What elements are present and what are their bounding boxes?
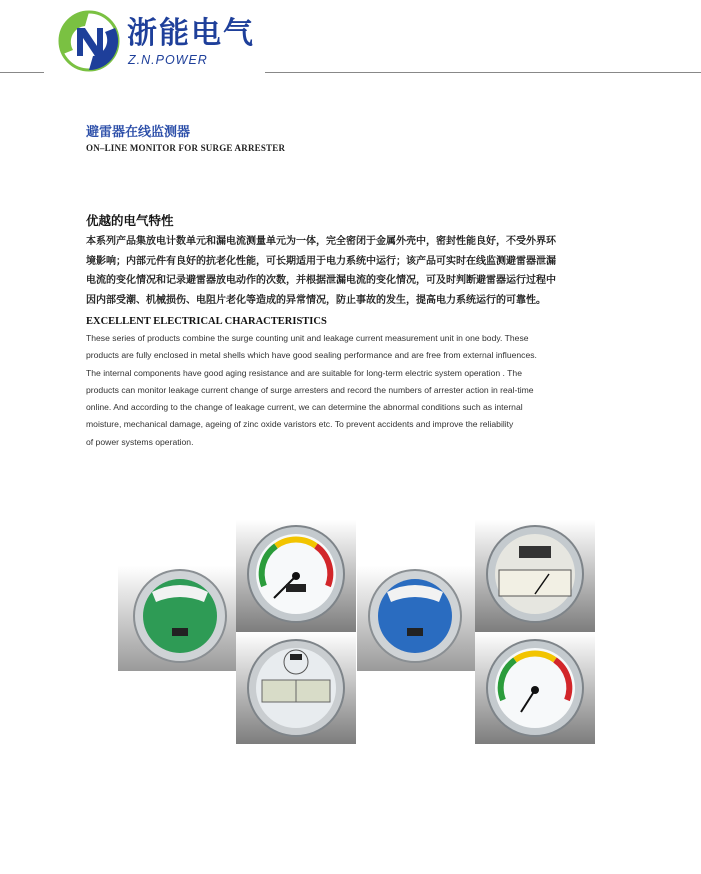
paragraph-line: The internal components have good aging resistance and are suitable for long-term electric system operation . The: [86, 367, 522, 378]
paragraph-line: products can monitor leakage current change of surge arresters and record the numbers of arrester action in real-time: [86, 384, 534, 395]
paragraph-line: These series of products combine the surge counting unit and leakage current measurement unit in one body. These: [86, 333, 529, 343]
paragraph-line: online. And according to the change of leakage current, we can determine the abnormal conditions such as internal: [86, 402, 523, 413]
header-divider-right: [265, 72, 701, 73]
brand-name-en: Z.N.POWER: [128, 53, 208, 67]
brand-name-cn: 浙能电气: [127, 16, 255, 51]
product-title-en: ON–LINE MONITOR FOR SURGE ARRESTER: [86, 143, 286, 153]
product-photo-blue-monitor: [357, 566, 475, 671]
company-logo: [55, 10, 125, 72]
paragraph-line: 电流的变化情况和记录避雷器放电动作的次数，并根据泄漏电流的变化情况，可及时判断避雷器运行过程中: [86, 275, 556, 286]
paragraph-line: moisture, mechanical damage, ageing of zinc oxide varistors etc. To prevent accidents and improve the reliability: [86, 419, 514, 430]
features-paragraph-en: [86, 330, 631, 451]
paragraph-line: products are fully enclosed in metal shells which have good sealing performance and are free from external influences.: [86, 350, 537, 361]
product-photo-dual-meter: [236, 632, 356, 744]
paragraph-line: of power systems operation.: [86, 436, 194, 447]
features-paragraph-cn: [86, 232, 631, 310]
features-heading-en: EXCELLENT ELECTRICAL CHARACTERISTICS: [86, 316, 327, 327]
header-divider-left: [0, 72, 44, 73]
product-title-cn: 避雷器在线监测器: [86, 125, 191, 140]
features-heading-cn: 优越的电气特性: [86, 213, 174, 228]
paragraph-line: 境影响；内部元件有良好的抗老化性能，可长期适用于电力系统中运行；该产品可实时在线监测避雷器泄漏: [86, 255, 556, 267]
product-photo-round-meter-2: [475, 632, 595, 744]
paragraph-line: 因内部受潮、机械损伤、电阻片老化等造成的异常情况，防止事故的发生，提高电力系统运行的可靠性。: [86, 294, 546, 306]
product-photo-green-monitor: [118, 566, 236, 671]
paragraph-line: 本系列产品集放电计数单元和漏电流测量单元为一体，完全密闭于金属外壳中，密封性能良好，不受外界环: [86, 236, 556, 247]
product-photo-round-meter: [236, 520, 356, 632]
product-photo-ma-meter: [475, 520, 595, 632]
